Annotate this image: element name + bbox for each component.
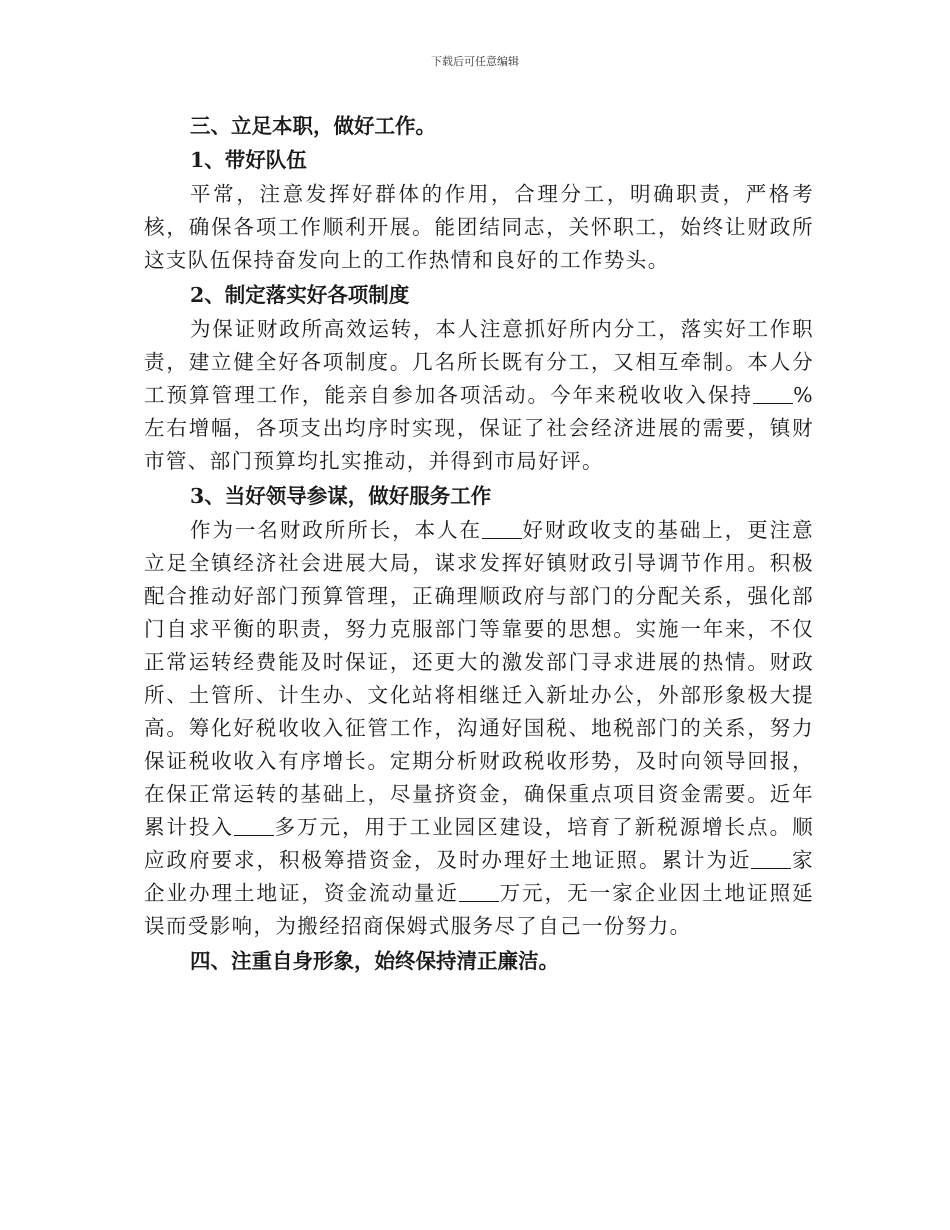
document-body	[144, 110, 814, 979]
blank-field	[751, 848, 791, 870]
section-3-3-text-c: 多万元，用于工业园区建设，培育了新税源增长点。顺应政府要求，积极筹措资金，及时办理好土地证照。累计为近	[144, 815, 814, 872]
section-3-2-text-b: %左右增幅，各项支出均序时实现，保证了社会经济进展的需要，镇财市管、部门预算均扎实推动，并得到市局好评。	[144, 383, 814, 473]
section-3-3-text-a: 作为一名财政所所长，本人在	[190, 518, 482, 542]
section-4-title: 四、注重自身形象，始终保持清正廉洁。	[190, 949, 559, 973]
section-3-3-text-d: 家企业办理土地证，资金流动量近	[144, 848, 814, 905]
section-3-3-paragraph	[144, 514, 814, 943]
section-3-3-title: 3、当好领导参谋，做好服务工作	[190, 484, 492, 508]
section-3-title: 三、立足本职，做好工作。	[190, 114, 436, 138]
section-3-2-title: 2、制定落实好各项制度	[190, 283, 410, 307]
blank-field	[482, 518, 522, 540]
section-3-1-title: 1、带好队伍	[190, 148, 307, 172]
blank-field	[753, 383, 793, 405]
section-3-3-text-e: 万元，无一家企业因土地证照延误而受影响，为搬经招商保姆式服务尽了自己一份努力。	[144, 881, 814, 938]
section-3-3-text-b: 好财政收支的基础上，更注意立足全镇经济社会进展大局，谋求发挥好镇财政引导调节作用。积极配合推动好部门预算管理，正确理顺政府与部门的分配关系，强化部门自求平衡的职责，努力克服部门等靠要的思想。实施一年来，不仅正常运转经费能及时保证，还更大的激发部门寻求进展的热情。财政所、土管所、计生办、文化站将相继迁入新址办公，外部形象极大提高。筹化好税收收入征管工作，沟通好国税、地税部门的关系，努力保证税收收入有序增长。定期分析财政税收形势，及时向领导回报，在保正常运转的基础上，尽量挤资金，确保重点项目资金需要。近年累计投入	[144, 518, 814, 839]
page-header: 下载后可任意编辑	[431, 55, 519, 68]
section-3-2-paragraph	[144, 313, 814, 478]
blank-field	[459, 881, 499, 903]
section-3-2-text-a: 为保证财政所高效运转，本人注意抓好所内分工，落实好工作职责，建立健全好各项制度。几名所长既有分工，又相互牵制。本人分工预算管理工作，能亲自参加各项活动。今年来税收收入保持	[144, 317, 814, 407]
section-3-1-paragraph: 平常，注意发挥好群体的作用，合理分工，明确职责，严格考核，确保各项工作顺利开展。能团结同志，关怀职工，始终让财政所这支队伍保持奋发向上的工作热情和良好的工作势头。	[144, 182, 814, 272]
blank-field	[234, 815, 274, 837]
